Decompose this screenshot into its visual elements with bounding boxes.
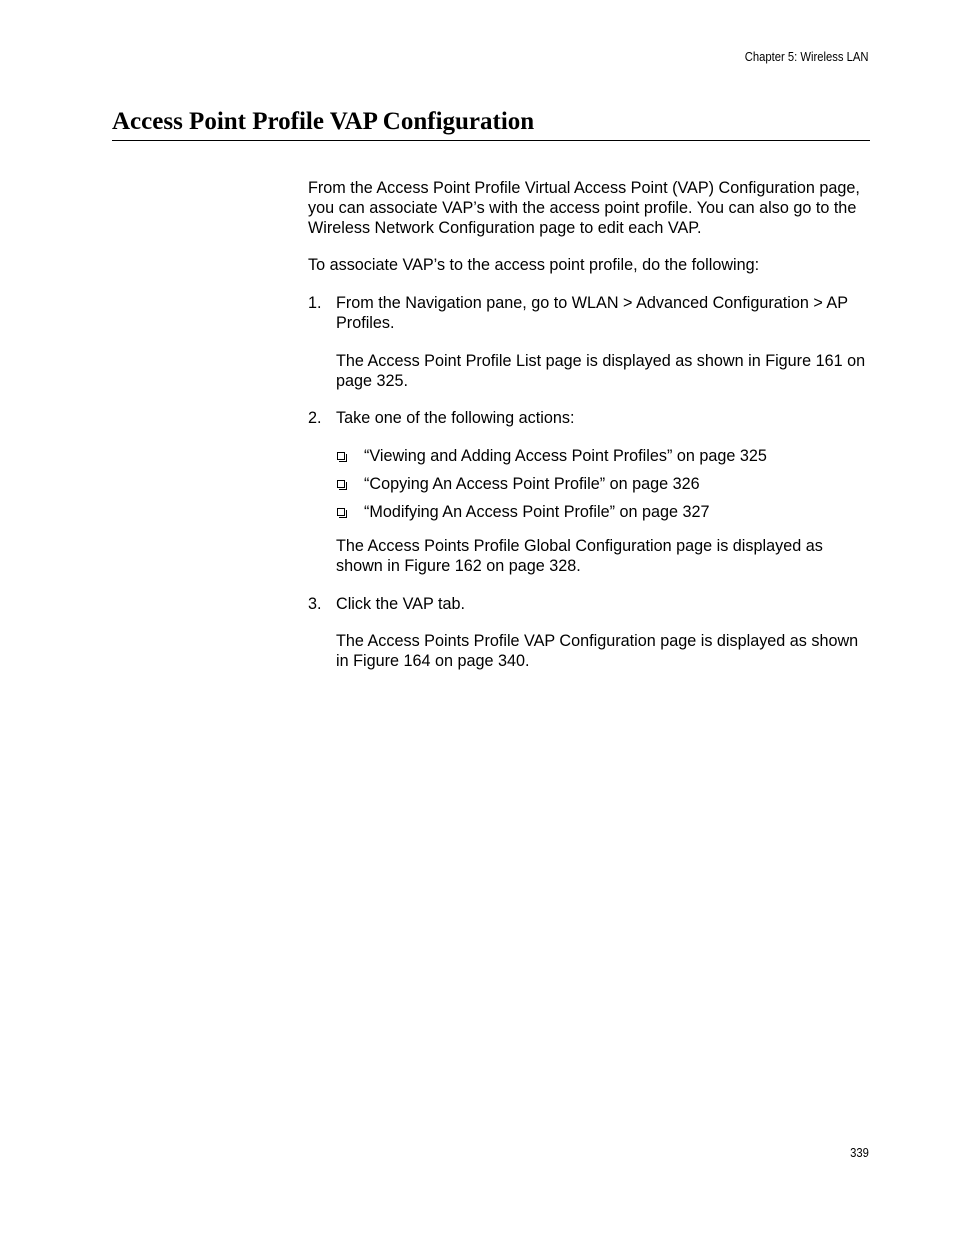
checkbox-bullet-icon (337, 508, 345, 516)
lead-paragraph: To associate VAP’s to the access point profile, do the following: (308, 256, 760, 274)
running-header: Chapter 5: Wireless LAN (745, 50, 869, 64)
step-number: 1. (308, 294, 322, 312)
action-link-text: “Modifying An Access Point Profile” on page 327 (364, 503, 710, 521)
action-link-text: “Viewing and Adding Access Point Profiles” on page 325 (364, 447, 767, 465)
action-list (336, 446, 873, 522)
step-note: The Access Points Profile VAP Configuration page is displayed as shown in Figure 164 on page 340. (336, 632, 859, 670)
step-2 (308, 408, 873, 576)
step-text: From the Navigation pane, go to WLAN > Advanced Configuration > AP Profiles. (336, 294, 848, 332)
step-3 (308, 594, 873, 671)
step-1 (308, 293, 873, 391)
step-text: Click the VAP tab. (336, 595, 465, 613)
action-link-text: “Copying An Access Point Profile” on page 326 (364, 475, 700, 493)
checkbox-bullet-icon (337, 452, 345, 460)
checkbox-bullet-icon (337, 480, 345, 488)
step-text: Take one of the following actions: (336, 409, 575, 427)
step-number: 2. (308, 409, 322, 427)
intro-paragraph: From the Access Point Profile Virtual Access Point (VAP) Configuration page, you can associate VAP’s with the access point profile. You can also go to the Wireless Network Configuration page to edit each VAP. (308, 179, 860, 237)
page-number: 339 (850, 1146, 869, 1160)
section-title: Access Point Profile VAP Configuration (112, 108, 535, 135)
title-divider (112, 140, 870, 141)
step-note: The Access Points Profile Global Configuration page is displayed as shown in Figure 162 on page 328. (336, 537, 823, 575)
step-number: 3. (308, 595, 322, 613)
body-content (308, 178, 873, 671)
action-list-item (336, 446, 873, 466)
action-list-item (336, 474, 873, 494)
step-note: The Access Point Profile List page is displayed as shown in Figure 161 on page 325. (336, 352, 866, 390)
action-list-item (336, 502, 873, 522)
